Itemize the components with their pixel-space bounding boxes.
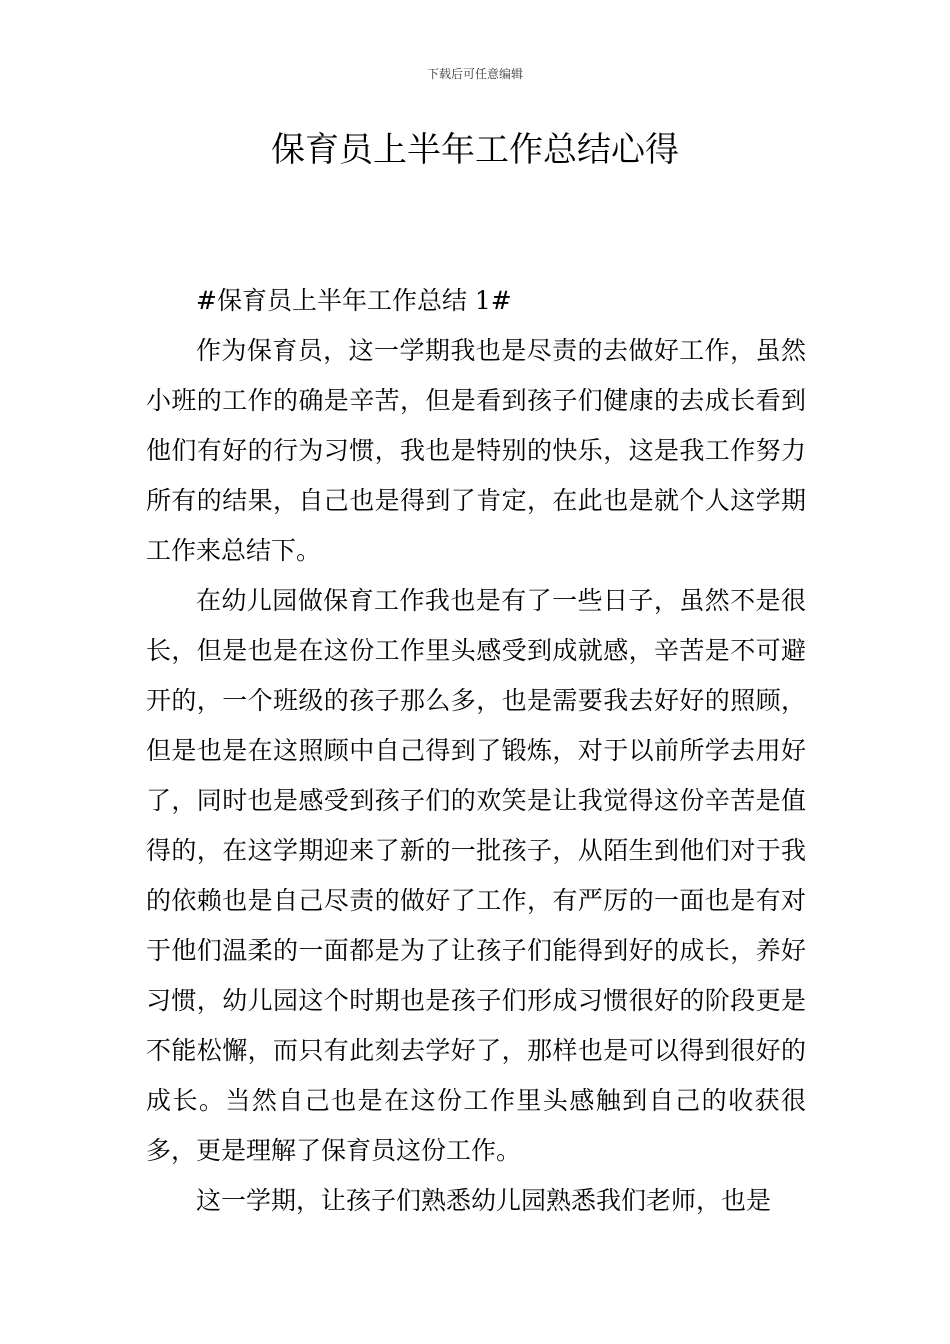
paragraph-3: 这一学期，让孩子们熟悉幼儿园熟悉我们老师，也是 — [196, 1186, 772, 1215]
paragraph-1: 作为保育员，这一学期我也是尽责的去做好工作，虽然小班的工作的确是辛苦，但是看到孩子们健康的去成长看到他们有好的行为习惯，我也是特别的快乐，这是我工作努力所有的结果，自己也是得到了肯定，在此也是就个人这学期工作来总结下。 — [146, 336, 806, 565]
document-body — [146, 276, 806, 1226]
section-heading: #保育员上半年工作总结 1# — [196, 286, 512, 315]
paragraph-2: 在幼儿园做保育工作我也是有了一些日子，虽然不是很长，但是也是在这份工作里头感受到成就感，辛苦是不可避开的，一个班级的孩子那么多，也是需要我去好好的照顾，但是也是在这照顾中自己得到了锻炼，对于以前所学去用好了，同时也是感受到孩子们的欢笑是让我觉得这份辛苦是值得的，在这学期迎来了新的一批孩子，从陌生到他们对于我的依赖也是自己尽责的做好了工作，有严厉的一面也是有对于他们温柔的一面都是为了让孩子们能得到好的成长，养好习惯，幼儿园这个时期也是孩子们形成习惯很好的阶段更是不能松懈，而只有此刻去学好了，那样也是可以得到很好的成长。当然自己也是在这份工作里头感触到自己的收获很多，更是理解了保育员这份工作。 — [146, 586, 806, 1165]
header-note: 下载后可任意编辑 — [426, 67, 523, 81]
document-title: 保育员上半年工作总结心得 — [271, 130, 679, 170]
